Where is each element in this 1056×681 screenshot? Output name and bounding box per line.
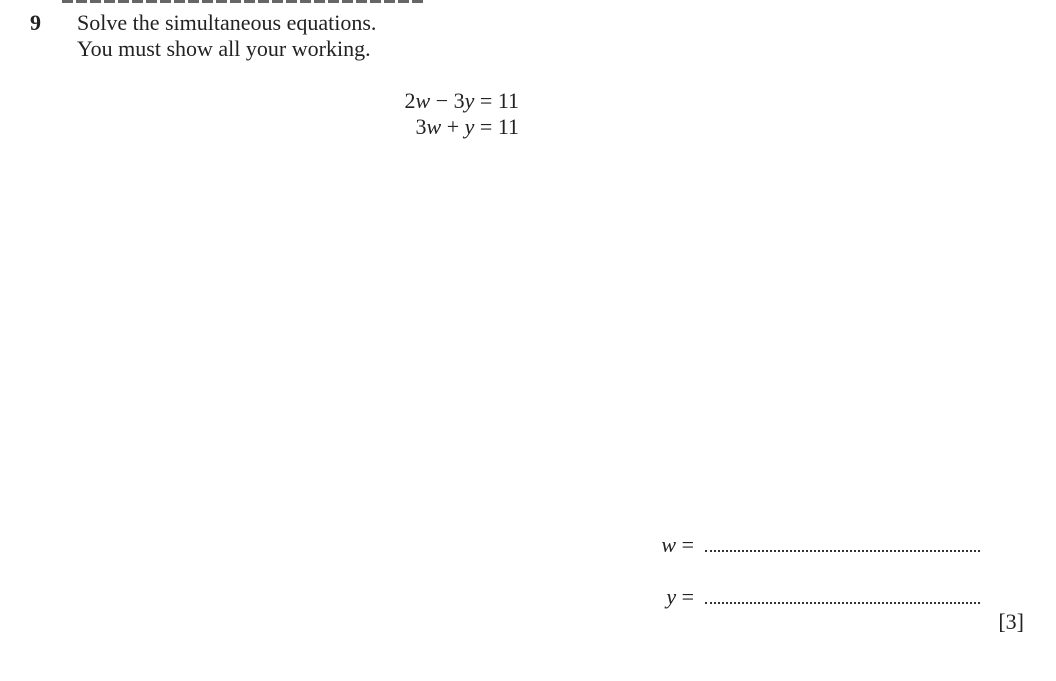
equation-1 (405, 88, 519, 114)
answer-equals-w: = (676, 532, 694, 557)
instruction-line-2: You must show all your working. (77, 36, 371, 61)
equation-2-var-y: y (464, 114, 475, 139)
instruction-line-1: Solve the simultaneous equations. (77, 10, 377, 35)
equation-2-rhs: = 11 (474, 114, 519, 139)
answer-row-y (600, 584, 980, 610)
equation-1-var-w: w (415, 88, 431, 113)
answer-equals-y: = (676, 584, 694, 609)
answer-label-y (666, 584, 694, 610)
answer-label-w (661, 532, 694, 558)
answer-line-w[interactable] (705, 550, 980, 552)
answer-var-y: y (666, 584, 677, 609)
question-number: 9 (30, 10, 41, 35)
answer-var-w: w (661, 532, 677, 557)
equation-2-var-w: w (426, 114, 442, 139)
top-edge-strip (62, 0, 424, 3)
equation-2 (416, 114, 519, 140)
equation-2-coef: 3 (415, 114, 427, 139)
equation-1-rhs: = 11 (474, 88, 519, 113)
marks-label: [3] (998, 609, 1024, 634)
equation-2-op: + (441, 114, 465, 139)
equation-1-coef: 2 (404, 88, 416, 113)
answer-line-y[interactable] (705, 602, 980, 604)
answer-row-w (600, 532, 980, 558)
equation-1-var-y: y (464, 88, 475, 113)
equation-1-op: − 3 (430, 88, 465, 113)
